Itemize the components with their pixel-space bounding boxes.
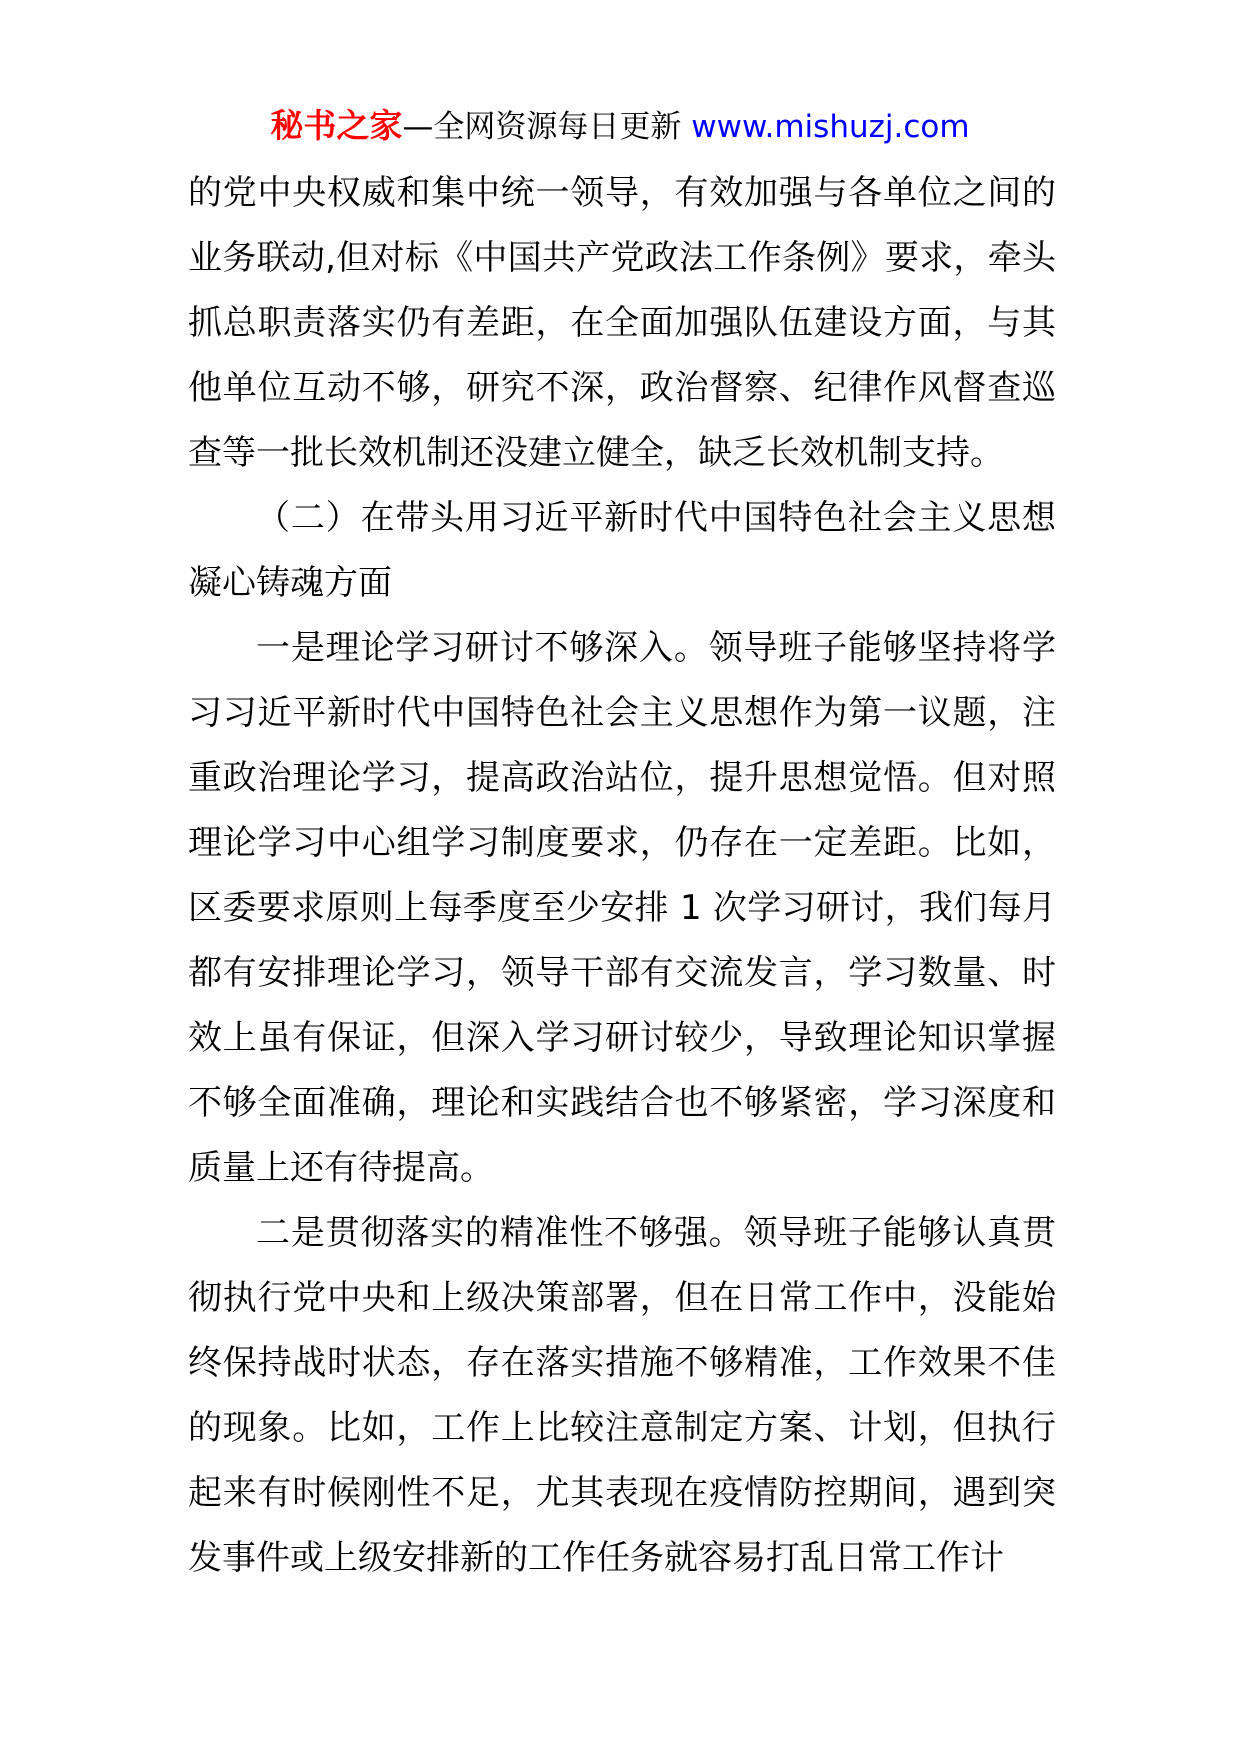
paragraph-continuation: 的党中央权威和集中统一领导，有效加强与各单位之间的业务联动,但对标《中国共产党政法工作条例》要求，牵头抓总职责落实仍有差距，在全面加强队伍建设方面，与其他单位互动不够，研究不深，政治督察、纪律作风督查巡查等一批长效机制还没建立健全，缺乏长效机制支持。 [188,173,1056,473]
section-heading: （二）在带头用习近平新时代中国特色社会主义思想凝心铸魂方面 [188,498,1056,603]
paragraph: 一是理论学习研讨不够深入。领导班子能够坚持将学习习近平新时代中国特色社会主义思想作为第一议题，注重政治理论学习，提高政治站位，提升思想觉悟。但对照理论学习中心组学习制度要求，仍存在一定差距。比如，区委要求原则上每季度至少安排 1 次学习研讨，我们每月都有安排理论学习，领导干部有交流发言，学习数量、时效上虽有保证，但深入学习研讨较少，导致理论知识掌握不够全面准确，理论和实践结合也不够紧密，学习深度和质量上还有待提高。 [188,628,1056,1188]
brand-name: 秘书之家 [270,106,403,145]
paragraph: 二是贯彻落实的精准性不够强。领导班子能够认真贯彻执行党中央和上级决策部署，但在日常工作中，没能始终保持战时状态，存在落实措施不够精准，工作效果不佳的现象。比如，工作上比较注意制定方案、计划，但执行起来有时候刚性不足，尤其表现在疫情防控期间，遇到突发事件或上级安排新的工作任务就容易打乱日常工作计 [188,1213,1056,1578]
document-body [188,161,1056,1591]
website-link[interactable]: www.mishuzj.com [691,109,970,145]
header-tagline: —全网资源每日更新 [402,109,692,145]
page-header [0,104,1240,149]
